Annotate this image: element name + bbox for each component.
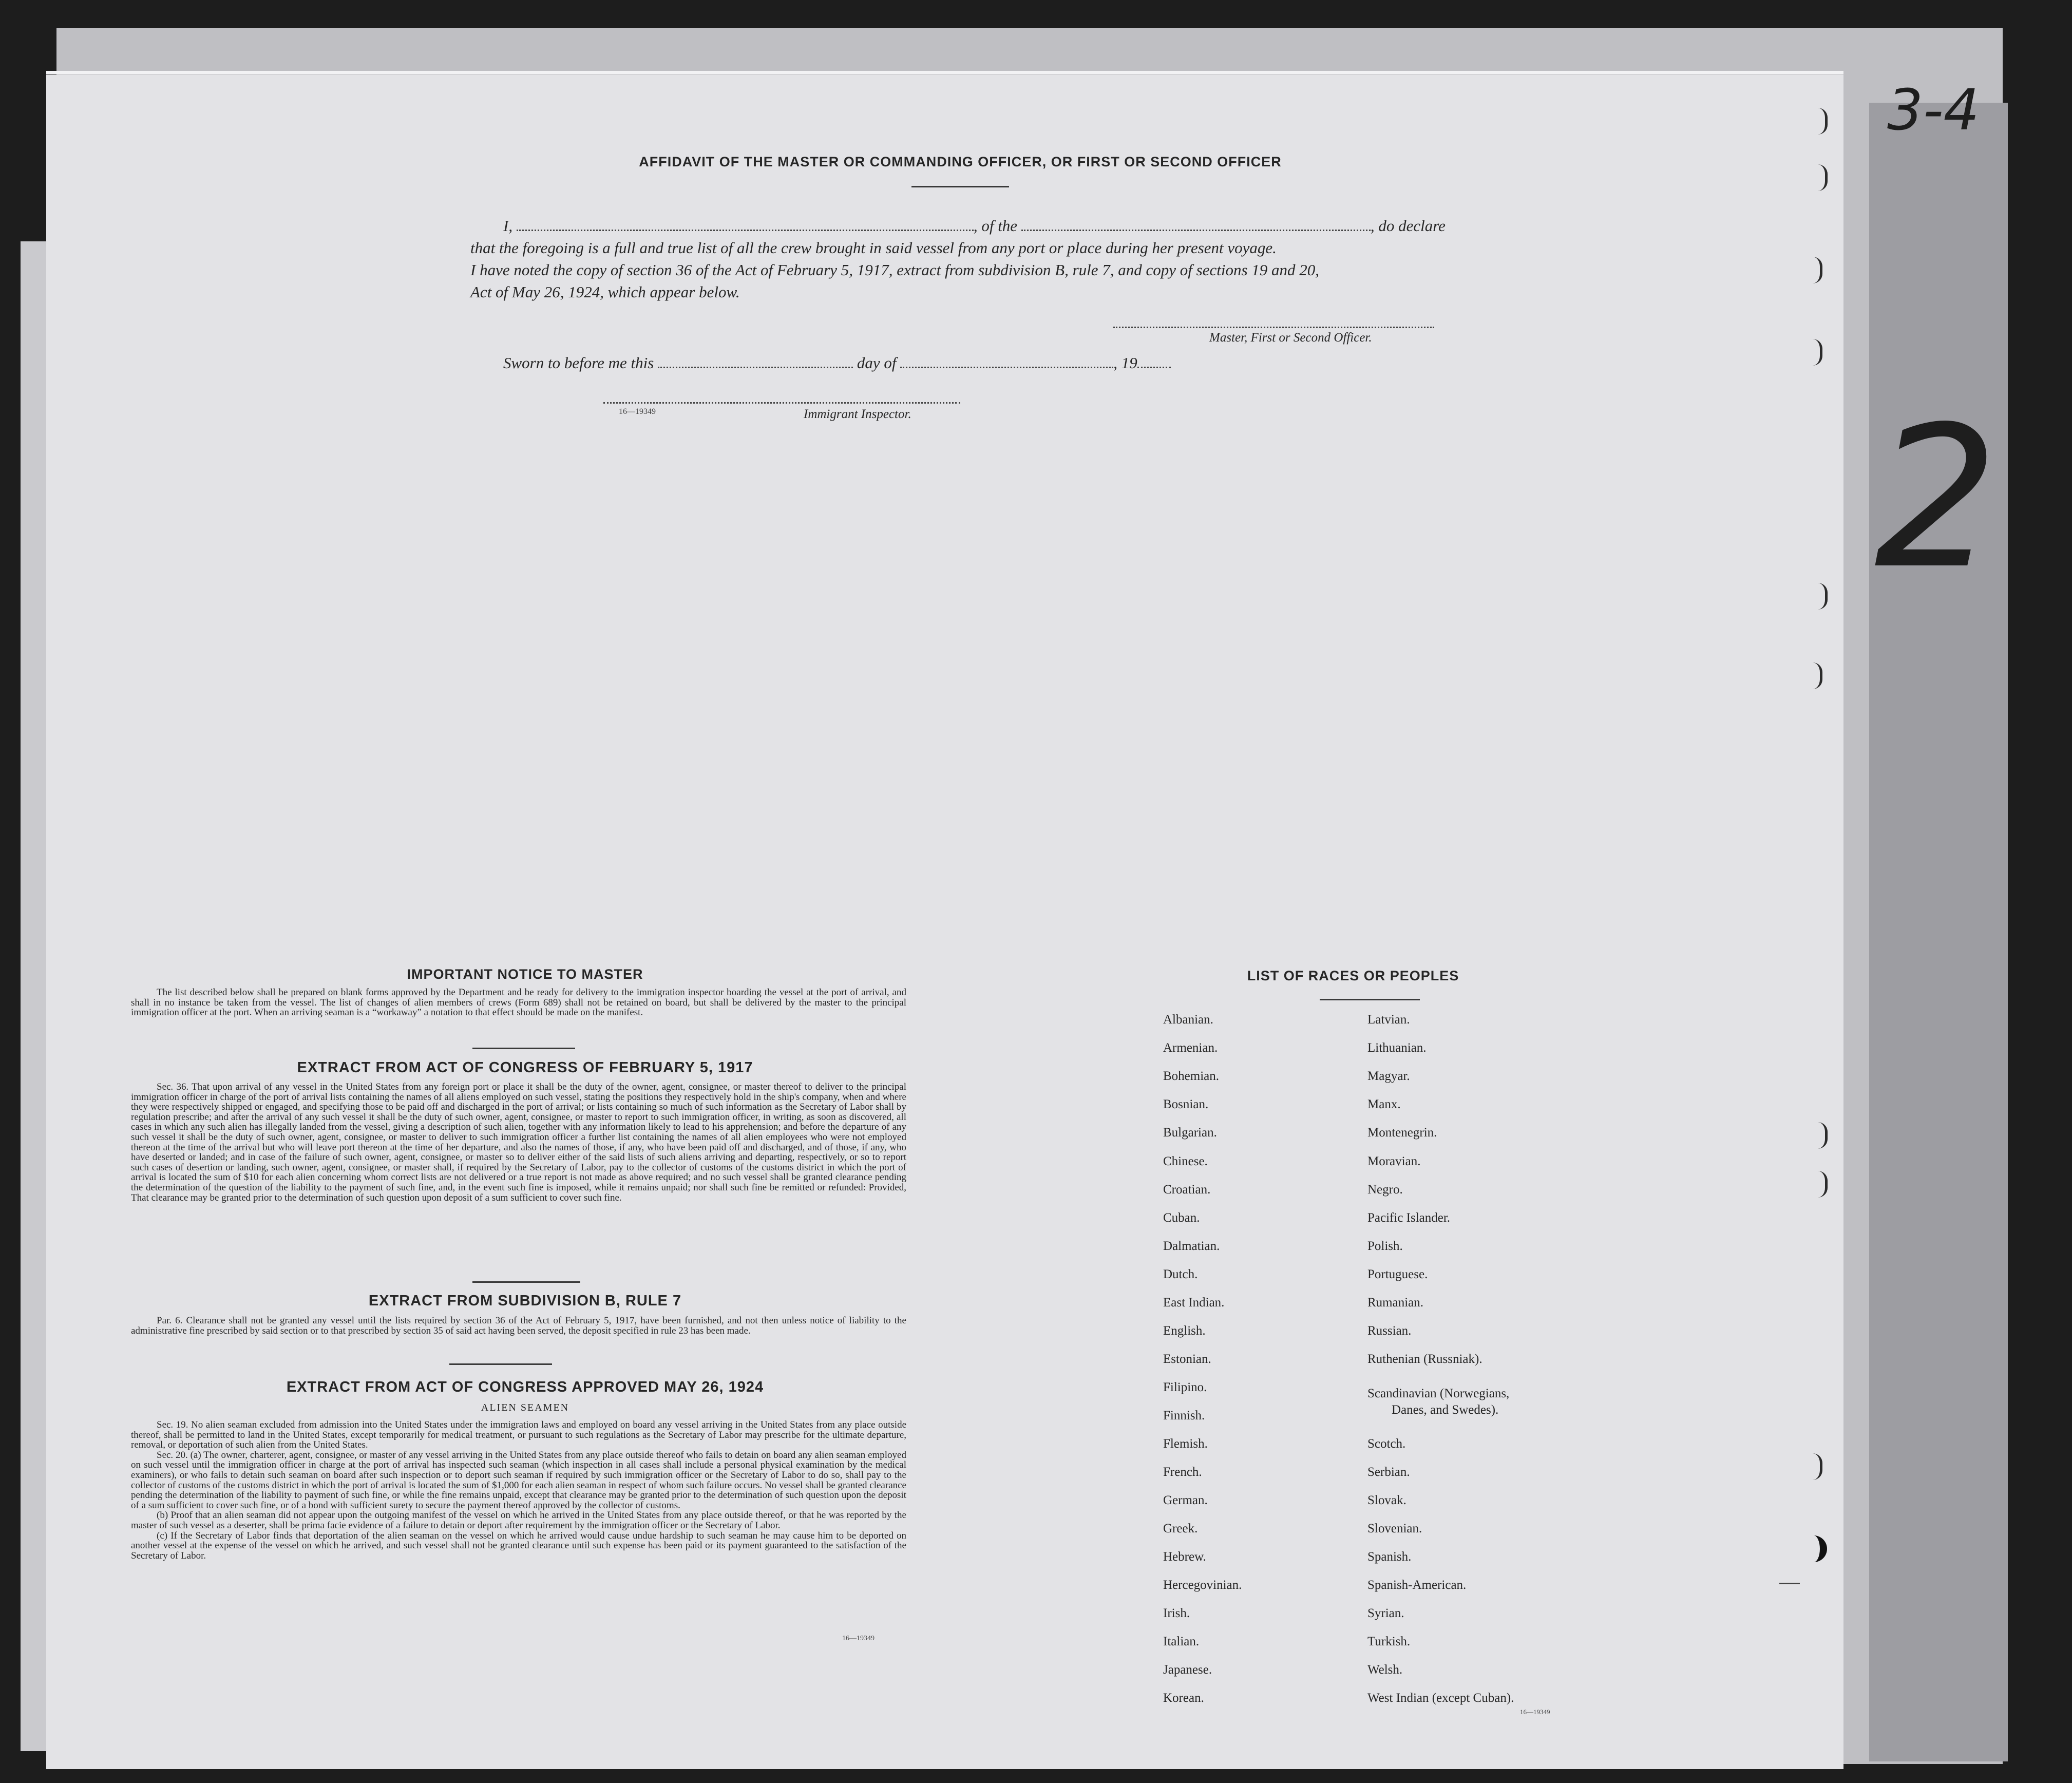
race-item: Latvian.	[1367, 1013, 1410, 1027]
race-item: Albanian.	[1163, 1013, 1213, 1027]
section-19-paragraph: Sec. 19. No alien seaman excluded from admission into the United States under the immigration laws and employed on board any vessel arriving in the United States from any place outside thereof, shall be permitted to land in the United States, except temporarily for medical treatment, or pursuant to such regulations as the Secretary of Labor may prescribe for the ultimate departure, removal, or deportation of such alien from the United States.	[131, 1419, 906, 1451]
race-item: Croatian.	[1163, 1183, 1211, 1197]
race-item: Bosnian.	[1163, 1097, 1209, 1111]
divider	[1320, 999, 1420, 1000]
race-item: Scandinavian (Norwegians,	[1367, 1387, 1510, 1400]
race-item: Pacific Islander.	[1367, 1211, 1451, 1225]
declarant-name-field[interactable]	[517, 216, 974, 231]
race-item: Syrian.	[1367, 1606, 1404, 1620]
race-item: German.	[1163, 1493, 1208, 1507]
race-item: English.	[1163, 1324, 1206, 1338]
race-item: Ruthenian (Russniak).	[1367, 1352, 1482, 1366]
form-number: 16—19349	[1520, 1708, 1550, 1716]
sworn-year-field[interactable]	[1137, 353, 1171, 368]
margin-tick	[1779, 1583, 1800, 1584]
race-item: Spanish.	[1367, 1550, 1412, 1564]
section-20a-paragraph: Sec. 20. (a) The owner, charterer, agent, consignee, or master of any vessel arriving in the United States from any place outside thereof who fails to detain on board any alien seaman employed on such vessel until the immigration officer in charge at the port of arrival has inspected such seaman (which inspection in all cases shall include a personal physical examination by the medical examiners), or who fails to detain such seaman on board after such inspection or to deport such seaman if required by such immigration officer or the Secretary of Labor to do so, shall pay to the collector of customs of the customs district in which the port of arrival is located the sum of $1,000 for each alien seaman in respect of whom such failure occurs. No vessel shall be granted clearance pending the determination of the liability to payment of such fine, or while the fine remains unpaid, except that clearance may be granted prior to the determination of such question upon the deposit of a sum sufficient to cover such fine, or of a bond with sufficient surety to secure the payment thereof approved by the collector of customs.	[131, 1449, 906, 1511]
handwritten-sheet-number: 2	[1874, 384, 1999, 612]
race-item: Russian.	[1367, 1324, 1412, 1338]
section-20b-paragraph: (b) Proof that an alien seaman did not appear upon the outgoing manifest of the vessel on which he arrived in the United States from any place outside thereof, or that he was reported by the master of such vessel as a deserter, shall be prima facie evidence of a failure to detain or deport after requirement by the immigration officer or the Secretary of Labor.	[131, 1510, 906, 1531]
master-signature-label: Master, First or Second Officer.	[1209, 331, 1372, 345]
extract-1924-subtitle: ALIEN SEAMEN	[481, 1402, 569, 1413]
affidavit-line-4: Act of May 26, 1924, which appear below.	[470, 283, 740, 301]
back-sheet-edge	[1869, 103, 2008, 1761]
affidavit-line-2: that the foregoing is a full and true list of all the crew brought in said vessel from any port or place during her present voyage.	[470, 239, 1277, 257]
race-item: Armenian.	[1163, 1041, 1218, 1055]
race-item: Slovenian.	[1367, 1522, 1422, 1535]
race-item: Bohemian.	[1163, 1069, 1220, 1083]
extract-1924-text	[131, 1420, 906, 1561]
extract-1917-title: EXTRACT FROM ACT OF CONGRESS OF FEBRUARY 5, 1917	[297, 1059, 753, 1076]
race-item: Rumanian.	[1367, 1296, 1424, 1310]
race-item: Greek.	[1163, 1522, 1198, 1535]
race-item: Hercegovinian.	[1163, 1578, 1242, 1592]
declare-label: , do declare	[1370, 217, 1446, 235]
vessel-name-field[interactable]	[1021, 216, 1371, 231]
form-number: 16—19349	[842, 1635, 875, 1642]
sworn-line	[503, 352, 1171, 374]
race-item: Magyar.	[1367, 1069, 1410, 1083]
race-item: Scotch.	[1367, 1437, 1406, 1451]
of-the-label: , of the	[973, 217, 1018, 235]
notice-title: IMPORTANT NOTICE TO MASTER	[407, 966, 643, 982]
race-item: Korean.	[1163, 1691, 1204, 1705]
affidavit-line-1	[503, 215, 1446, 237]
race-item: Moravian.	[1367, 1154, 1421, 1168]
race-item: Dalmatian.	[1163, 1239, 1220, 1253]
race-item: Portuguese.	[1367, 1267, 1428, 1281]
section-20c-paragraph: (c) If the Secretary of Labor finds that deportation of the alien seaman on the vessel on which he arrived would cause undue hardship to such seaman he may cause him to be deported on another vessel at the expense of the vessel on which he arrived, and such vessel shall not be granted clearance until such expense has been paid or its payment guaranteed to the satisfaction of the Secretary of Labor.	[131, 1530, 906, 1561]
race-item: Welsh.	[1367, 1663, 1403, 1677]
race-item: Serbian.	[1367, 1465, 1410, 1479]
race-item: Dutch.	[1163, 1267, 1198, 1281]
divider	[449, 1363, 552, 1365]
race-item: Spanish-American.	[1367, 1578, 1467, 1592]
divider	[911, 186, 1009, 187]
extract-1924-title: EXTRACT FROM ACT OF CONGRESS APPROVED MAY 26, 1924	[286, 1379, 764, 1395]
inspector-label: Immigrant Inspector.	[804, 407, 911, 421]
race-item: Bulgarian.	[1163, 1126, 1217, 1140]
race-item: Chinese.	[1163, 1154, 1208, 1168]
notice-paragraph: The list described below shall be prepared on blank forms approved by the Department and be ready for delivery to the immigration inspector boarding the vessel at the port of arrival, and shall in no instance be taken from the vessel. The list of changes of alien members of crews (Form 689) shall not be retained on board, but shall be delivered by the master to the principal immigration officer at the port. When an arriving seaman is a “workaway” a notation to that effect should be made on the manifest.	[131, 987, 906, 1018]
sworn-month-field[interactable]	[900, 353, 1113, 368]
race-item: Filipino.	[1163, 1380, 1207, 1394]
race-item: Manx.	[1367, 1097, 1401, 1111]
race-item: Flemish.	[1163, 1437, 1208, 1451]
sworn-year-label: , 19	[1113, 354, 1137, 372]
affidavit-title: AFFIDAVIT OF THE MASTER OR COMMANDING OFFICER, OR FIRST OR SECOND OFFICER	[639, 154, 1282, 169]
race-item: Lithuanian.	[1367, 1041, 1427, 1055]
affidavit-line-3: I have noted the copy of section 36 of the Act of February 5, 1917, extract from subdivision B, rule 7, and copy of sections 19 and 20,	[470, 261, 1320, 279]
race-item: Irish.	[1163, 1606, 1190, 1620]
race-item: French.	[1163, 1465, 1202, 1479]
extract-1917-text	[131, 1082, 906, 1203]
extract-rule7-text	[131, 1316, 906, 1336]
race-item: East Indian.	[1163, 1296, 1225, 1310]
race-item: Finnish.	[1163, 1409, 1205, 1422]
rule7-paragraph: Par. 6. Clearance shall not be granted any vessel until the lists required by section 36 of the Act of February 5, 1917, have been furnished, and not then unless notice of liability to the administrative fine prescribed by said section or to that prescribed by section 35 of said act having been served, the deposit specified in rule 23 has been made.	[131, 1315, 906, 1336]
notice-text	[131, 988, 906, 1018]
divider	[472, 1048, 575, 1049]
handwritten-corner-mark: 3-4	[1887, 77, 1980, 143]
race-item: Montenegrin.	[1367, 1126, 1437, 1140]
race-item: Cuban.	[1163, 1211, 1200, 1225]
race-item: Slovak.	[1367, 1493, 1406, 1507]
section-36-paragraph: Sec. 36. That upon arrival of any vessel in the United States from any foreign port or place it shall be the duty of the owner, agent, consignee, or master thereof to deliver to the principal immigration officer in charge of the port of arrival lists containing the names of all aliens employed on such vessel, stating the positions they respectively hold in the ship's company, when and where they were respectively shipped or engaged, and specifying those to be paid off and discharged in the port of arrival; or lists containing so much of such information as the Secretary of Labor shall by regulation prescribe; and after the arrival of any such vessel it shall be the duty of such owner, agent, consignee, or master to report to such immigration officer, in writing, as soon as discovered, all cases in which any such alien has illegally landed from the vessel, giving a description of such alien, together with any information likely to lead to his apprehension; and before the departure of any such vessel it shall be the duty of such owner, agent, consignee, or master to deliver to such immigration officer a further list containing the names of all alien employees who were not employed thereon at the time of the arrival but who will leave port thereon at the time of her departure, and also the names of those, if any, who have been paid off and discharged, and of those, if any, who have deserted or landed; and in case of the failure of such owner, agent, consignee, or master so to deliver either of the said lists of such aliens arriving and departing, respectively, or so to report such cases of desertion or landing, such owner, agent, consignee, or master shall, if required by the Secretary of Labor, pay to the collector of customs of the customs district in which the port of arrival is located the sum of $10 for each alien concerning whom correct lists are not delivered or a true report is not made as above required; and no such vessel shall be granted clearance pending the determination of the question of the liability to the payment of such fine, and, in the event such fine is imposed, while it remains unpaid; nor shall such fine be remitted or refunded: Provided, That clearance may be granted prior to the determination of such question upon deposit of a sum sufficient to cover such fine.	[131, 1082, 906, 1203]
race-item: Italian.	[1163, 1635, 1200, 1648]
sworn-prefix: Sworn to before me this	[503, 354, 654, 372]
races-title: LIST OF RACES OR PEOPLES	[1247, 968, 1459, 983]
divider	[472, 1281, 580, 1283]
race-item: Polish.	[1367, 1239, 1403, 1253]
sworn-day-field[interactable]	[658, 353, 853, 368]
race-item: West Indian (except Cuban).	[1367, 1691, 1514, 1705]
form-number: 16—19349	[619, 407, 656, 416]
race-item: Danes, and Swedes).	[1392, 1403, 1499, 1417]
race-item: Estonian.	[1163, 1352, 1211, 1366]
declarant-prefix: I,	[503, 217, 513, 235]
sworn-day-of-label: day of	[857, 354, 897, 372]
extract-rule7-title: EXTRACT FROM SUBDIVISION B, RULE 7	[368, 1293, 682, 1309]
race-item: Japanese.	[1163, 1663, 1212, 1677]
race-item: Turkish.	[1367, 1635, 1411, 1648]
race-item: Negro.	[1367, 1183, 1403, 1197]
page-top-edge	[46, 71, 1843, 74]
race-item: Hebrew.	[1163, 1550, 1206, 1564]
